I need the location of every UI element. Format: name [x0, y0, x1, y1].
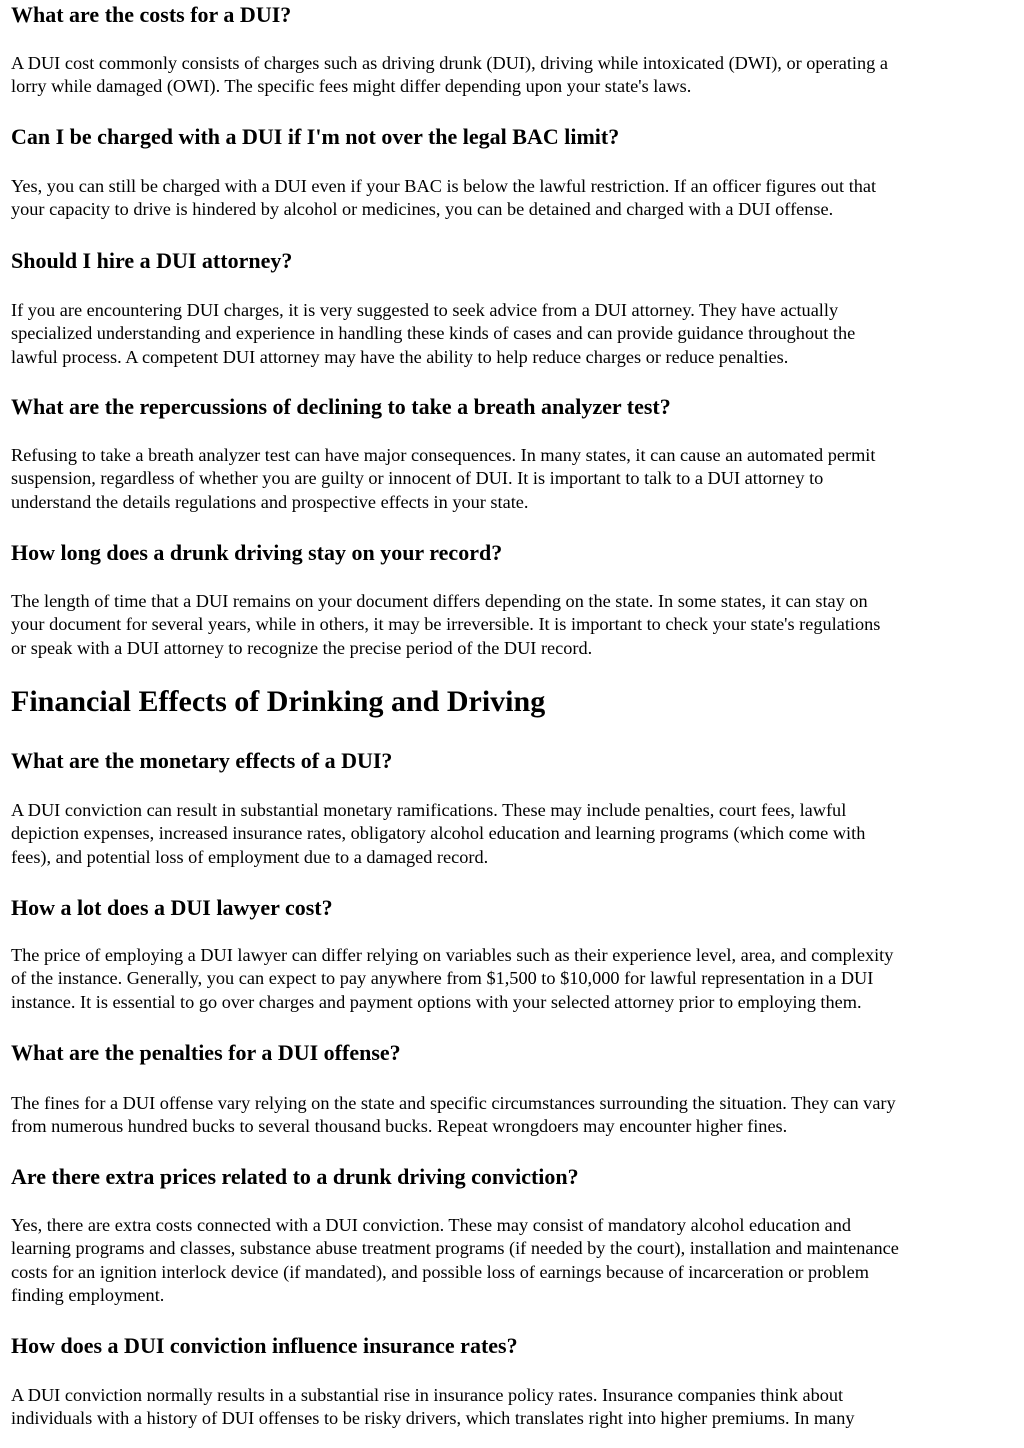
section-paragraph	[11, 1092, 1015, 1139]
paragraph-line: of the instance. Generally, you can expect to pay anywhere from $1,500 to $10,000 for lawful representation in a DUI	[11, 968, 874, 989]
paragraph-line: specialized understanding and experience in handling these kinds of cases and can provide guidance throughout the	[11, 323, 856, 344]
section-paragraph	[11, 590, 1015, 660]
paragraph-line: A DUI cost commonly consists of charges such as driving drunk (DUI), driving while intoxicated (DWI), or operating a	[11, 53, 888, 73]
paragraph-line: A DUI conviction normally results in a substantial rise in insurance policy rates. Insurance companies think about	[11, 1385, 844, 1405]
paragraph-line: A DUI conviction can result in substantial monetary ramifications. These may include penalties, court fees, lawful	[11, 800, 847, 820]
paragraph-line: from numerous hundred bucks to several thousand bucks. Repeat wrongdoers may encounter higher fines.	[11, 1116, 788, 1137]
section-heading: How a lot does a DUI lawyer cost?	[11, 895, 333, 920]
section-heading: What are the repercussions of declining to take a breath analyzer test?	[11, 394, 671, 419]
main-heading: Financial Effects of Drinking and Driving	[11, 685, 546, 718]
paragraph-line: finding employment.	[11, 1284, 165, 1305]
section-paragraph	[11, 1214, 1015, 1307]
paragraph-line: lawful process. A competent DUI attorney may have the ability to help reduce charges or reduce penalties.	[11, 346, 789, 367]
section-paragraph	[11, 52, 1015, 99]
paragraph-line: individuals with a history of DUI offenses to be risky drivers, which translates right into higher premiums. In many	[11, 1408, 855, 1429]
paragraph-line: learning programs and classes, substance abuse treatment programs (if needed by the court), installation and maintenance	[11, 1238, 899, 1259]
paragraph-line: Yes, you can still be charged with a DUI even if your BAC is below the lawful restriction. If an officer figures out that	[11, 176, 877, 196]
paragraph-line: lorry while damaged (OWI). The specific fees might differ depending upon your state's laws.	[11, 76, 692, 97]
paragraph-line: or speak with a DUI attorney to recognize the precise period of the DUI record.	[11, 637, 593, 658]
section-heading: What are the monetary effects of a DUI?	[11, 748, 393, 773]
section-heading: What are the penalties for a DUI offense?	[11, 1040, 401, 1065]
section-paragraph	[11, 299, 1015, 369]
paragraph-line: The fines for a DUI offense vary relying on the state and specific circumstances surrounding the situation. They can vary	[11, 1093, 896, 1113]
section-heading: How does a DUI conviction influence insurance rates?	[11, 1333, 518, 1358]
paragraph-line: The length of time that a DUI remains on your document differs depending on the state. In some states, it can stay on	[11, 591, 868, 611]
paragraph-line: your document for several years, while in others, it may be irreversible. It is important to check your state's regulations	[11, 614, 881, 635]
paragraph-line: your capacity to drive is hindered by alcohol or medicines, you can be detained and charged with a DUI offense.	[11, 199, 834, 220]
section-paragraph	[11, 944, 1015, 1014]
paragraph-line: If you are encountering DUI charges, it is very suggested to seek advice from a DUI attorney. They have actually	[11, 300, 839, 320]
section-paragraph	[11, 1384, 1015, 1431]
paragraph-line: Refusing to take a breath analyzer test can have major consequences. In many states, it can cause an automated permit	[11, 445, 876, 465]
section-heading: Are there extra prices related to a drunk driving conviction?	[11, 1164, 579, 1189]
section-heading: How long does a drunk driving stay on your record?	[11, 540, 503, 565]
paragraph-line: The price of employing a DUI lawyer can differ relying on variables such as their experience level, area, and complexity	[11, 945, 894, 965]
section-heading: Should I hire a DUI attorney?	[11, 248, 293, 273]
section-paragraph	[11, 444, 1015, 514]
paragraph-line: fees), and potential loss of employment due to a damaged record.	[11, 846, 489, 867]
paragraph-line: understand the details regulations and prospective effects in your state.	[11, 491, 529, 512]
section-paragraph	[11, 799, 1015, 869]
section-heading: What are the costs for a DUI?	[11, 2, 292, 27]
paragraph-line: Yes, there are extra costs connected with a DUI conviction. These may consist of mandatory alcohol education and	[11, 1215, 852, 1235]
paragraph-line: suspension, regardless of whether you are guilty or innocent of DUI. It is important to talk to a DUI attorney to	[11, 468, 824, 489]
paragraph-line: costs for an ignition interlock device (if mandated), and possible loss of earnings because of incarceration or problem	[11, 1261, 869, 1282]
section-paragraph	[11, 175, 1015, 222]
paragraph-line: depiction expenses, increased insurance rates, obligatory alcohol education and learning programs (which come with	[11, 823, 866, 844]
paragraph-line: instance. It is essential to go over charges and payment options with your selected attorney prior to employing them.	[11, 991, 862, 1012]
section-heading: Can I be charged with a DUI if I'm not over the legal BAC limit?	[11, 124, 620, 149]
